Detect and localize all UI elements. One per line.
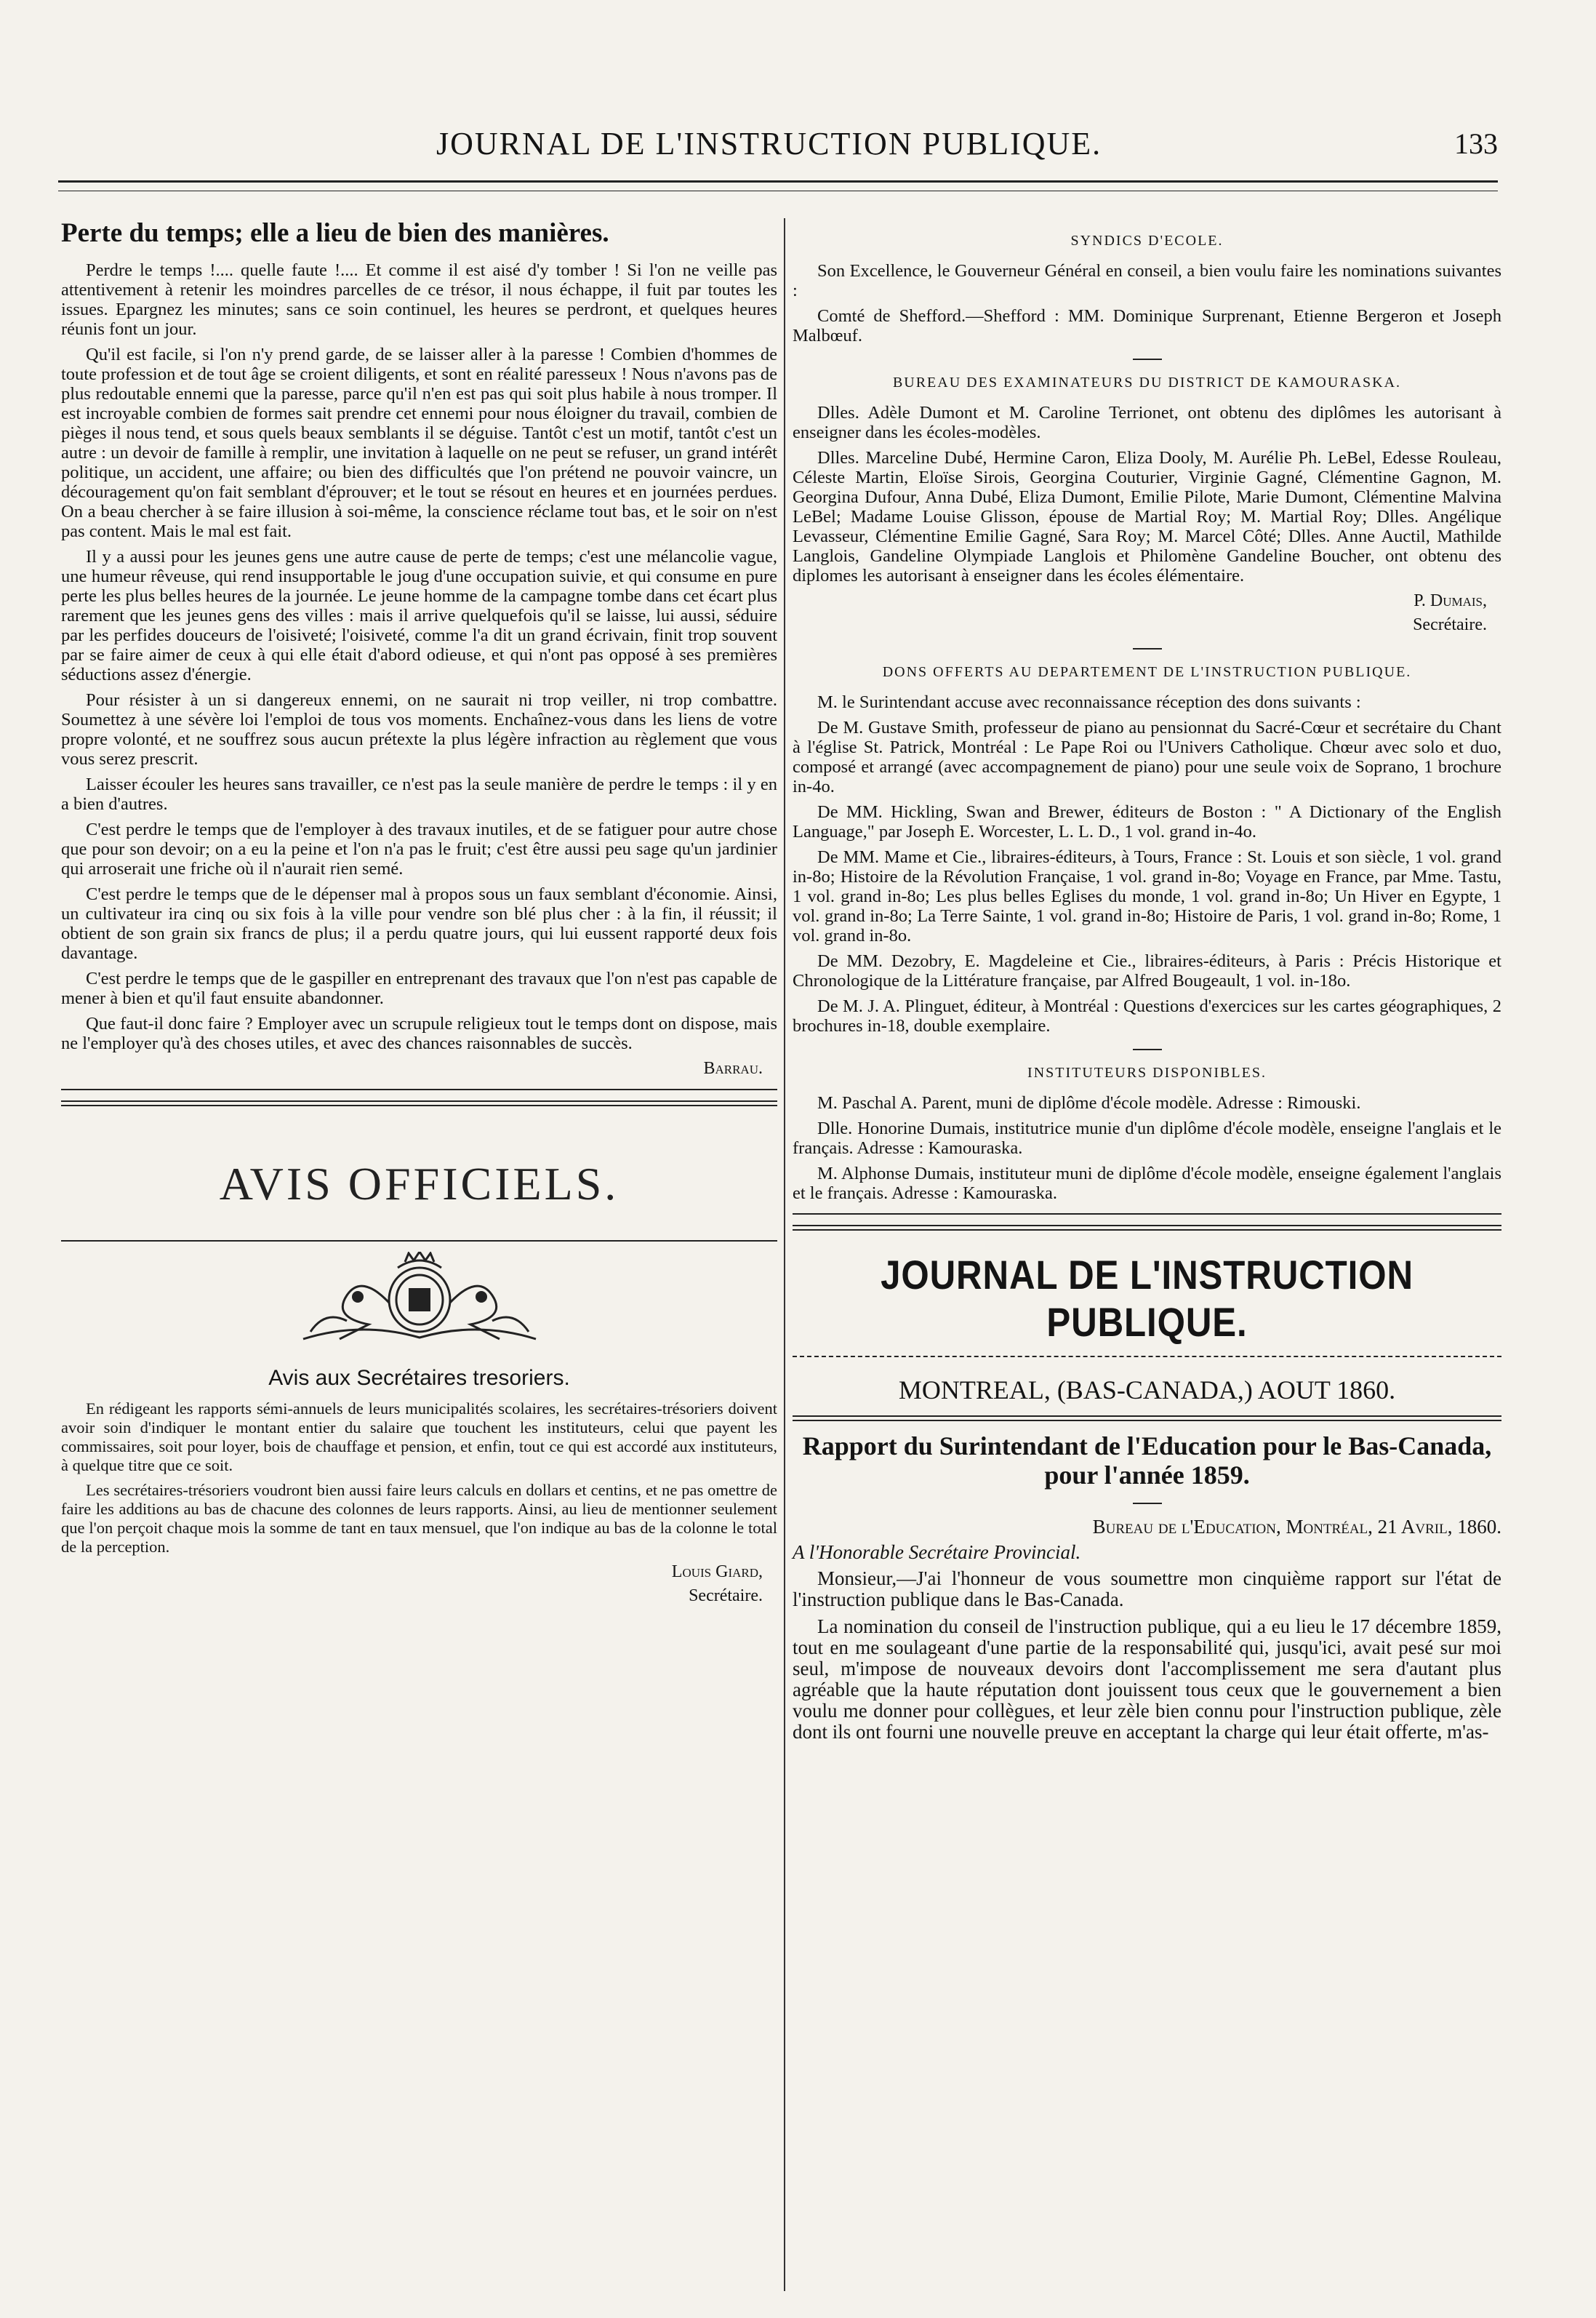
- bureau-signature-role: Secrétaire.: [1413, 615, 1487, 634]
- avis-officiels-title: AVIS OFFICIELS.: [219, 1158, 619, 1210]
- instituteurs-paragraph: M. Alphonse Dumais, instituteur muni de diplôme d'école modèle, enseigne également l'anglais et le français. Adresse : Kamouraska.: [793, 1164, 1501, 1203]
- avis-paragraph: Les secrétaires-trésoriers voudront bien aussi faire leurs calculs en dollars et centins, et ne pas omettre de faire les additions au bas de chacune des colonnes de leurs rapports. Ainsi, au lieu de mentionner seulement que l'on perçoit chaque mois la somme de tant en taux mensuel, que l'on indique au bas de la colonne le total de la perception.: [61, 1481, 777, 1556]
- royal-arms-emblem-icon: [260, 1252, 580, 1346]
- rapport-paragraph: Monsieur,—J'ai l'honneur de vous soumettre mon cinquième rapport sur l'état de l'instruction publique dans le Bas-Canada.: [793, 1567, 1501, 1610]
- dons-paragraph: De M. Gustave Smith, professeur de piano au pensionnat du Sacré-Cœur et secrétaire du Chant à l'église St. Patrick, Montréal : Le Pape Roi ou l'Univers Catholique. Chœur avec solo et duo, composé et arrangé (avec accompagnement de piano) pour une seule voix de Soprano, 1 brochure in-4o.: [793, 718, 1501, 796]
- instituteurs-paragraph: Dlle. Honorine Dumais, institutrice munie d'un diplôme d'école modèle, enseigne l'anglais et le français. Adresse : Kamouraska.: [793, 1119, 1501, 1158]
- article-paragraph: Qu'il est facile, si l'on n'y prend garde, de se laisser aller à la paresse ! Combien d'hommes de toute profession et de tout âge se croient diligents, et sont en réalité paresseux ! Nous n'avons pas de plus redoutable ennemi que la paresse, parce qu'il n'en est pas qui soit plus habile à nous tromper. Il est incroyable combien de formes sait prendre cet ennemi pour nous éloigner du travail, combien de pièges il nous tend, et sous quels beaux semblants il se déguise. Tantôt c'est un motif, tantôt c'est un autre : un devoir de famille à remplir, une invitation à laquelle on ne peut se refuser, un grand intérêt politique, un accident, une affaire; ou bien des difficultés que l'on prétend ne pouvoir vaincre, un découragement qu'on fait semblant d'éprouver; et le tout se résout en heures et en journées perdues. On a beau chercher à se faire illusion à soi-même, la conscience réclame tout bas, et le soir on n'est pas content. Mais le mal est fait.: [61, 345, 777, 541]
- avis-paragraph: En rédigeant les rapports sémi-annuels de leurs municipalités scolaires, les secrétaires-trésoriers doivent avoir soin d'indiquer le montant entier du salaire que touchent les instituteurs, celui que payent les commissaires, soit pour loyer, bois de chauffage et pension, et enfin, tout ce qui est accordé aux instituteurs, à quelque titre que ce soit.: [61, 1399, 777, 1474]
- section-rule: [61, 1089, 777, 1090]
- dateline: MONTREAL, (BAS-CANADA,) AOUT 1860.: [898, 1375, 1396, 1404]
- article-paragraph: C'est perdre le temps que de le gaspiller en entreprenant des travaux que l'on n'est pas capable de mener à bien et qu'il faut ensuite abandonner.: [61, 969, 777, 1008]
- rapport-addressee: A l'Honorable Secrétaire Provincial.: [793, 1541, 1081, 1563]
- syndics-paragraph: Son Excellence, le Gouverneur Général en conseil, a bien voulu faire les nominations suivantes :: [793, 261, 1501, 300]
- short-rule: [1133, 1049, 1162, 1050]
- article-paragraph: Pour résister à un si dangereux ennemi, on ne saurait ni trop veiller, ni trop combattre. Soumettez à une sévère loi l'emploi de tous vos moments. Enchaînez-vous dans les liens de votre propre volonté, et ne souffrez sous aucun prétexte la plus légère infraction au règlement que vous vous serez prescrit.: [61, 690, 777, 769]
- article-paragraph: Laisser écouler les heures sans travailler, ce n'est pas la seule manière de perdre le temps : il y en a bien d'autres.: [61, 775, 777, 814]
- article-paragraph: C'est perdre le temps que de le dépenser mal à propos sous un faux semblant d'économie. Ainsi, un cultivateur ira cinq ou six fois à la ville pour vendre son blé plus cher : à la fin, il réussit; il obtient de son grain six francs de plus; il a perdu quatre jours, qui lui eussent rapporté deux fois davantage.: [61, 884, 777, 963]
- article-paragraph: Que faut-il donc faire ? Employer avec un scrupule religieux tout le temps dont on dispose, mais ne l'employer qu'à des choses utiles, et avec des chances raisonnables de succès.: [61, 1014, 777, 1053]
- avis-rule: [61, 1240, 777, 1242]
- dateline-rule: [793, 1415, 1501, 1421]
- dons-paragraph: De M. J. A. Plinguet, éditeur, à Montréal : Questions d'exercices sur les cartes géographiques, 2 brochures in-18, double exemplaire.: [793, 996, 1501, 1036]
- avis-text: [61, 1399, 777, 1556]
- short-rule: [1133, 1503, 1162, 1504]
- rapport-title: Rapport du Surintendant de l'Education pour le Bas-Canada, pour l'année 1859.: [802, 1431, 1492, 1490]
- running-title: JOURNAL DE L'INSTRUCTION PUBLIQUE.: [436, 126, 1102, 161]
- header-rule: [58, 180, 1498, 183]
- page-header: [58, 125, 1498, 169]
- bureau-signature-name: P. Dumais,: [1413, 591, 1487, 610]
- dons-paragraph: M. le Surintendant accuse avec reconnaissance réception des dons suivants :: [817, 692, 1361, 712]
- masthead-under-rule: [793, 1356, 1501, 1357]
- avis-signature-name: Louis Giard,: [671, 1562, 763, 1581]
- right-column: [793, 218, 1501, 1749]
- article-title: Perte du temps; elle a lieu de bien des manières.: [61, 218, 609, 248]
- dons-paragraph: De MM. Dezobry, E. Magdeleine et Cie., libraires-éditeurs, à Paris : Précis Historique et Chronologique de la Littérature française, par Alfred Bougeault, 1 vol. in-18o.: [793, 951, 1501, 991]
- section-double-rule: [61, 1100, 777, 1106]
- bureau-paragraph: Dlles. Marceline Dubé, Hermine Caron, Eliza Dooly, M. Aurélie Ph. LeBel, Edesse Rouleau, Céleste Martin, Eloïse Sirois, Georgina Couturier, Virginie Gagné, Clémentine Gagnon, M. Georgina Dufour, Anna Dubé, Eliza Dumont, Emilie Pilote, Marie Dumont, Clémentine Malvina LeBel; Madame Louise Glisson, épouse de Martial Roy; M. Martial Roy; Dlles. Angélique Levasseur, Clémentine Emilie Gagné, Sara Roy; M. Marcel Côté; Dlles. Anne Auctil, Mathilde Langlois, Gandeline Olympiade Langlois et Philomène Gandeline Boucher, ont obtenu des diplomes les autorisant à enseigner dans les écoles élémentaire.: [793, 448, 1501, 586]
- dons-paragraph: De MM. Hickling, Swan and Brewer, éditeurs de Boston : " A Dictionary of the English Language," par Joseph E. Worcester, L. L. D., 1 vol. grand in-4o.: [793, 802, 1501, 842]
- rapport-dateline: Bureau de l'Education, Montréal, 21 Avril, 1860.: [1092, 1516, 1501, 1538]
- article-paragraph: Il y a aussi pour les jeunes gens une autre cause de perte de temps; c'est une mélancolie vague, une humeur rêveuse, qui rend insupportable le joug d'une occupation suivie, et qui consume en pure perte les plus belles heures de la journée. Le jeune homme de la campagne tombe dans cet écart plus rarement que les jeunes gens des villes : mais il arrive quelquefois qu'il se laisse, lui aussi, séduire par les perfides douceurs de l'oisiveté; l'oisiveté, comme l'a dit un grand écrivain, finit trop souvent par se faire aimer de ceux à qui elle était d'abord odieuse, et qui n'ont pas opposé à ses premières séductions assez d'énergie.: [61, 547, 777, 684]
- column-divider: [784, 218, 785, 2291]
- article-signature: Barrau.: [703, 1059, 763, 1078]
- dons-heading: DONS OFFERTS AU DEPARTEMENT DE L'INSTRUCTION PUBLIQUE.: [882, 664, 1412, 680]
- short-rule: [1133, 359, 1162, 360]
- bureau-paragraph: Dlles. Adèle Dumont et M. Caroline Terrionet, ont obtenu des diplômes les autorisant à enseigner dans les écoles-modèles.: [793, 403, 1501, 442]
- instituteurs-paragraph: M. Paschal A. Parent, muni de diplôme d'école modèle. Adresse : Rimouski.: [817, 1093, 1361, 1113]
- masthead-double-rule: [793, 1225, 1501, 1231]
- left-column: [61, 218, 777, 1612]
- syndics-paragraph: Comté de Shefford.—Shefford : MM. Dominique Surprenant, Etienne Bergeron et Joseph Malbœuf.: [793, 306, 1501, 345]
- instituteurs-heading: INSTITUTEURS DISPONIBLES.: [1027, 1065, 1267, 1081]
- bureau-heading: BUREAU DES EXAMINATEURS DU DISTRICT DE KAMOURASKA.: [892, 375, 1402, 391]
- avis-signature-role: Secrétaire.: [689, 1586, 763, 1605]
- syndics-heading: SYNDICS D'ECOLE.: [1070, 233, 1224, 249]
- avis-subtitle: Avis aux Secrétaires tresoriers.: [268, 1366, 570, 1390]
- page-number: 133: [1454, 127, 1498, 160]
- short-rule: [1133, 648, 1162, 650]
- masthead: JOURNAL DE L'INSTRUCTION PUBLIQUE.: [881, 1252, 1413, 1345]
- article-paragraph: Perdre le temps !.... quelle faute !.... Et comme il est aisé d'y tomber ! Si l'on ne veille pas attentivement à retenir les moindres parcelles de ce trésor, il nous échappe, il fuit par toutes les issues. Epargnez les minutes; sans ce soin continuel, les heures se perdront, et quelques heures réunis font un jour.: [61, 260, 777, 339]
- rapport-paragraph: La nomination du conseil de l'instruction publique, qui a eu lieu le 17 décembre 1859, tout en me soulageant d'une partie de la responsabilité qui, jusqu'ici, avait pesé sur moi seul, m'impose de nouveaux devoirs dont l'accomplissement me sera d'autant plus agréable que la haute réputation dont jouissent tous ceux que le gouvernement a bien voulu me donner pour collègues, et leur zèle bien connu pour l'instruction publique, zèle dont ils ont fourni une nouvelle preuve en acceptant la charge qui leur était offerte, m'as-: [793, 1615, 1501, 1743]
- masthead-rule: [793, 1213, 1501, 1215]
- article-paragraph: C'est perdre le temps que de l'employer à des travaux inutiles, et de se fatiguer pour autre chose que pour son devoir; on a eu la peine et l'on n'a pas le fruit; c'est être aussi peu sage qu'un jardinier qui arroserait une friche où il n'aurait rien semé.: [61, 820, 777, 879]
- dons-paragraph: De MM. Mame et Cie., libraires-éditeurs, à Tours, France : St. Louis et son siècle, 1 vol. grand in-8o; Histoire de la Révolution Française, 1 vol. grand in-8o; Voyage en France, par Mme. Tastu, 1 vol. grand in-8o; Les plus belles Eglises du monde, 1 vol. grand in-8o; Un Hiver en Egypte, 1 vol. grand in-8o; La Terre Sainte, 1 vol. grand in-8o; Histoire de Paris, 1 vol. grand in-8o; Rome, 1 vol. grand in-8o.: [793, 847, 1501, 946]
